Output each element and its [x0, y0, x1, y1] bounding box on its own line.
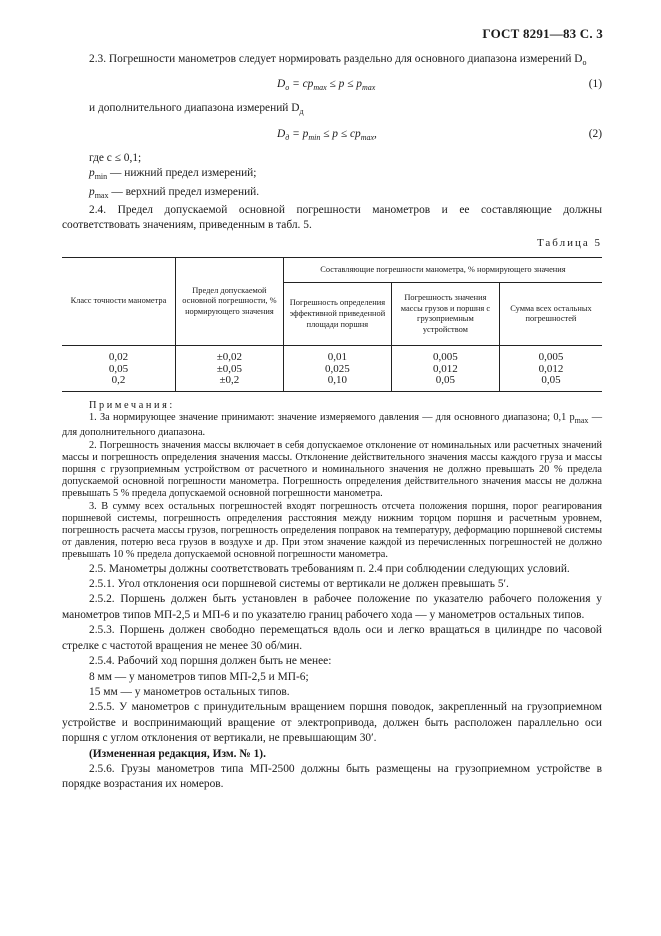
col-area-values	[283, 346, 391, 392]
cell-limit-1: ±0,02	[216, 351, 243, 364]
eq2-lhs-sub: д	[285, 132, 290, 142]
cell-sum-1: 0,005	[538, 351, 564, 364]
eq2-mid: = p	[289, 127, 309, 140]
paragraph-2-5-2: 2.5.2. Поршень должен быть установлен в рабочее положение по указателю рабочего положения у манометров типов МП-2,5 и МП-6 и по указателю границ рабочего хода — у манометров остальных типов.	[62, 593, 602, 621]
page-header: ГОСТ 8291—83 С. 3	[482, 26, 603, 41]
equation-1-formula	[277, 77, 375, 95]
equation-1-number: (1)	[588, 78, 602, 91]
paragraph-2-5-4: 2.5.4. Рабочий ход поршня должен быть не менее:	[89, 655, 332, 668]
paragraph-2-3	[62, 52, 602, 70]
pmax-sub: max	[94, 190, 109, 200]
stroke-8mm: 8 мм — у манометров типов МП-2,5 и МП-6;	[89, 670, 309, 683]
eq1-lhs: D	[277, 78, 286, 91]
eq2-mid-sub: min	[308, 132, 321, 142]
header-limit: Предел допускаемой основной погрешности, % нормирующего значения	[175, 258, 283, 346]
cell-area-1: 0,01	[327, 351, 348, 364]
pmin-sub: min	[94, 172, 108, 182]
additional-range-sub: д	[299, 107, 304, 117]
header-class: Класс точности манометра	[62, 258, 175, 346]
cell-sum-3: 0,05	[541, 374, 561, 387]
col-class-values	[62, 346, 175, 392]
paragraph-2-5-6: 2.5.6. Грузы манометров типа МП-2500 должны быть размещены на грузоприемном устройстве в порядке возрастания их номеров.	[62, 762, 602, 791]
document-body	[62, 52, 602, 793]
cell-mass-3: 0,05	[435, 374, 456, 387]
note-1-text-b: — для дополнительного диапазона.	[62, 412, 603, 439]
pmin-symbol: p	[89, 167, 95, 180]
pmin-definition	[62, 166, 602, 184]
pmin-text: — нижний предел измерений;	[107, 167, 257, 180]
paragraph-2-5-1: 2.5.1. Угол отклонения оси поршневой системы от вертикали не должен превышать 5′.	[89, 578, 509, 591]
cell-sum-2: 0,012	[538, 362, 564, 375]
equation-2-number: (2)	[588, 127, 602, 140]
edit-note: (Измененная редакция, Изм. № 1).	[89, 747, 266, 760]
note-1-text-a: 1. За нормирующее значение принимают: значение измеряемого давления — для основного диапазона; 0,1 p	[89, 412, 575, 424]
paragraph-2-5: 2.5. Манометры должны соответствовать требованиям п. 2.4 при соблюдении следующих условий.	[89, 562, 570, 575]
where-clause: где c ≤ 0,1;	[89, 151, 142, 164]
eq1-lhs-sub: о	[285, 83, 290, 93]
cell-mass-2: 0,012	[433, 362, 458, 375]
eq2-rest-sub: max	[360, 132, 375, 142]
equation-2-formula	[277, 127, 377, 145]
eq2-lhs: D	[277, 127, 286, 140]
header-mass: Погрешность значения массы грузов и поршня с грузоприемным устройством	[391, 283, 499, 346]
cell-class-3: 0,2	[111, 374, 126, 387]
cell-area-2: 0,025	[325, 362, 350, 375]
additional-range-text: и дополнительного диапазона измерений D	[89, 102, 300, 115]
notes-caption: Примечания:	[89, 400, 175, 412]
paragraph-2-4: 2.4. Предел допускаемой основной погрешности манометров и ее составляющие должны соответствовать значениям, приведенным в табл. 5.	[62, 204, 602, 232]
stroke-15mm: 15 мм — у манометров остальных типов.	[89, 685, 290, 698]
paragraph-2-3-sub: о	[582, 58, 587, 67]
paragraph-2-5-5: 2.5.5. У манометров с принудительным вращением поршня поводок, закрепленный на грузоприемном устройстве и воспринимающий вращение от электропривода, должен быть расположен параллельно оси поршня с углом отклонения от вертикали, не превышающим 30′.	[62, 701, 602, 745]
cell-limit-3: ±0,2	[219, 374, 240, 387]
cell-area-3: 0,10	[327, 374, 348, 387]
note-3: 3. В сумму всех остальных погрешностей входят погрешность отсчета положения поршня, порог реагирования поршневой системы, погрешность определения расстояния между нижним торцом поршня и расчетным уровнем, погрешность расчета массы грузов, погрешность определения поправок на температуру, деформацию поршневой системы от давления, потерю веса грузов в воздухе и др. При этом значение каждой из перечисленных погрешностей не должно превышать 10 % предела допускаемой основной погрешности манометра.	[62, 500, 602, 561]
table-caption: Таблица 5	[536, 236, 602, 249]
pmax-text: — верхний предел измерений.	[108, 185, 260, 198]
note-1-sub: max	[574, 416, 589, 426]
header-sum: Сумма всех остальных погрешностей	[499, 283, 602, 346]
eq2-tail: ,	[374, 127, 377, 140]
equation-2	[62, 124, 602, 148]
paragraph-2-5-3: 2.5.3. Поршень должен свободно перемещаться вдоль оси и легко вращаться в цилиндре по часовой стрелке с частотой вращения не менее 30 об/мин.	[62, 624, 602, 652]
notes	[62, 400, 602, 562]
eq1-mid: = cp	[289, 78, 314, 91]
col-limit-values	[175, 346, 283, 392]
eq2-rest: ≤ p ≤ cp	[320, 127, 361, 140]
paragraph-2-3-text: 2.3. Погрешности манометров следует нормировать раздельно для основного диапазона измерений D	[89, 53, 583, 65]
cell-class-1: 0,02	[108, 351, 129, 364]
eq1-rest: ≤ p ≤ p	[326, 78, 362, 91]
eq1-rest-sub: max	[362, 83, 376, 93]
pmax-symbol: p	[89, 185, 95, 198]
header-area: Погрешность определения эффективной приведенной площади поршня	[283, 283, 391, 346]
cell-class-2: 0,05	[108, 362, 129, 375]
paragraph-additional-range	[62, 101, 602, 119]
note-1	[62, 412, 602, 439]
header-group: Составляющие погрешности манометра, % нормирующего значения	[283, 258, 602, 283]
eq1-mid-sub: max	[313, 83, 327, 93]
col-sum-values	[499, 346, 602, 392]
cell-limit-2: ±0,05	[216, 362, 243, 375]
note-2: 2. Погрешность значения массы включает в себя допускаемое отклонение от номинальных или расчетных значений массы и погрешность определения значения массы. Отклонение действительного значения массы каждого груза и массы поршня с грузоприемным устройством от расчетного и номинального значения не должно превышать 20 % предела допускаемой основной погрешности манометра. Погрешность определения действительного значения массы не должна превышать 5 % предела допускаемой основной погрешности манометра.	[62, 439, 602, 500]
table-5	[62, 257, 602, 392]
cell-mass-1: 0,005	[433, 351, 458, 364]
equation-1	[62, 74, 602, 98]
pmax-definition	[62, 185, 602, 203]
col-mass-values	[391, 346, 499, 392]
